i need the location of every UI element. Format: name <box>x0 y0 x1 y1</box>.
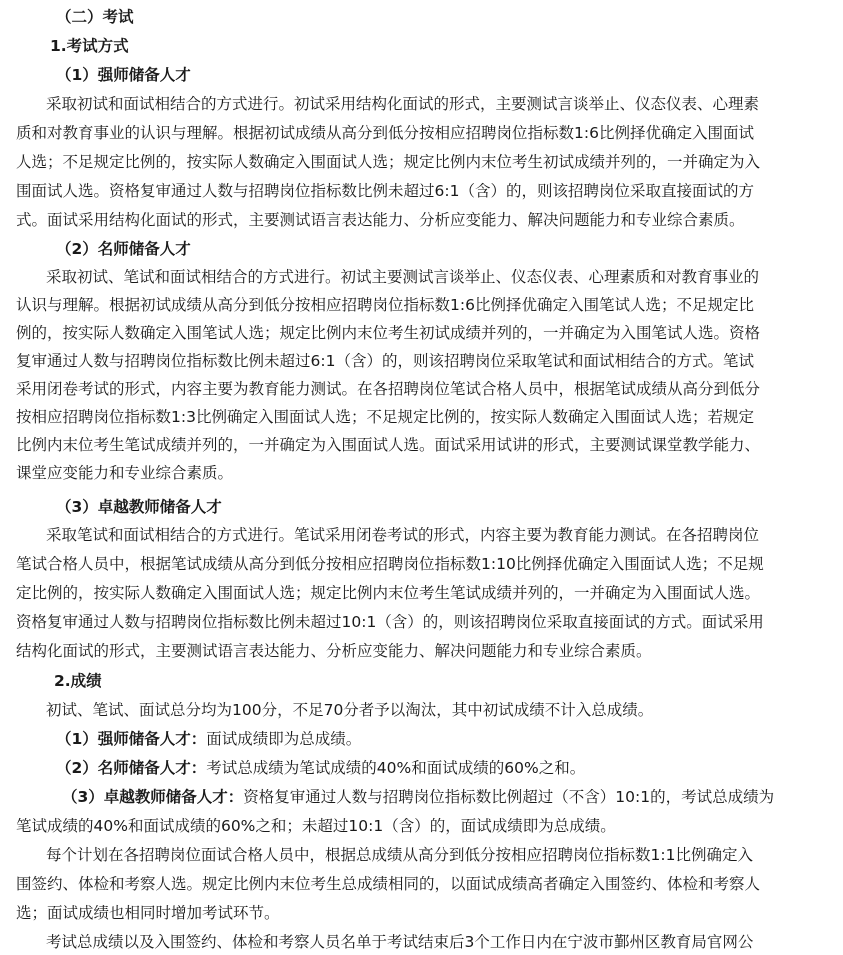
paragraph-line: 课堂应变能力和专业综合素质。 <box>16 464 234 482</box>
paragraph-line: 例的，按实际人数确定入围笔试人选；规定比例内末位考生初试成绩并列的，一并确定为入围笔试人选。资格 <box>16 324 761 342</box>
score-item <box>56 726 835 752</box>
part-heading: （1）强师储备人才 <box>56 66 191 84</box>
paragraph-line: 比例内末位考生笔试成绩并列的，一并确定为入围面试人选。面试采用试讲的形式，主要测试课堂教学能力、 <box>16 436 761 454</box>
paragraph-line: 人选；不足规定比例的，按实际人数确定入围面试人选；规定比例内末位考生初试成绩并列的，一并确定为入 <box>16 153 761 171</box>
section-heading: （二）考试 <box>56 8 134 26</box>
paragraph-line: 质和对教育事业的认识与理解。根据初试成绩从高分到低分按相应招聘岗位指标数1:6比例择优确定入围面试 <box>16 124 754 142</box>
score-item <box>62 784 835 810</box>
paragraph-line: 采取笔试和面试相结合的方式进行。笔试采用闭卷考试的形式，内容主要为教育能力测试。在各招聘岗位 <box>46 526 760 544</box>
paragraph-line: 按相应招聘岗位指标数1:3比例确定入围面试人选；不足规定比例的，按实际人数确定入围面试人选；若规定 <box>16 408 754 426</box>
paragraph-line: 笔试合格人员中，根据笔试成绩从高分到低分按相应招聘岗位指标数1:10比例择优确定入围面试人选；不足规 <box>16 555 764 573</box>
scores-intro: 初试、笔试、面试总分均为100分，不足70分者予以淘汰，其中初试成绩不计入总成绩。 <box>46 701 654 719</box>
paragraph-line: 每个计划在各招聘岗位面试合格人员中，根据总成绩从高分到低分按相应招聘岗位指标数1:1比例确定入 <box>46 846 753 864</box>
paragraph-line: 式。面试采用结构化面试的形式，主要测试语言表达能力、分析应变能力、解决问题能力和专业综合素质。 <box>16 211 745 229</box>
paragraph-line: 认识与理解。根据初试成绩从高分到低分按相应招聘岗位指标数1:6比例择优确定入围笔试人选；不足规定比 <box>16 296 754 314</box>
score-item-text: 面试成绩即为总成绩。 <box>206 730 362 748</box>
score-item-label: （3）卓越教师储备人才： <box>62 788 244 806</box>
paragraph-line: 笔试成绩的40%和面试成绩的60%之和；未超过10:1（含）的，面试成绩即为总成绩。 <box>16 817 616 835</box>
part-heading: （3）卓越教师储备人才 <box>56 498 222 516</box>
paragraph-line: 结构化面试的形式，主要测试语言表达能力、分析应变能力、解决问题能力和专业综合素质。 <box>16 642 652 660</box>
paragraph-line: 围签约、体检和考察人选。规定比例内末位考生总成绩相同的，以面试成绩高者确定入围签约、体检和考察人 <box>16 875 761 893</box>
paragraph-line: 复审通过人数与招聘岗位指标数比例未超过6:1（含）的，则该招聘岗位采取笔试和面试相结合的方式。笔试 <box>16 352 754 370</box>
paragraph-line: 围面试人选。资格复审通过人数与招聘岗位指标数比例未超过6:1（含）的，则该招聘岗位采取直接面试的方 <box>16 182 754 200</box>
paragraph-line: 资格复审通过人数与招聘岗位指标数比例未超过10:1（含）的，则该招聘岗位采取直接面试的方式。面试采用 <box>16 613 764 631</box>
paragraph-line: 选；面试成绩也相同时增加考试环节。 <box>16 904 280 922</box>
paragraph-line: 采取初试和面试相结合的方式进行。初试采用结构化面试的形式，主要测试言谈举止、仪态仪表、心理素 <box>46 95 760 113</box>
paragraph-line: 采用闭卷考试的形式，内容主要为教育能力测试。在各招聘岗位笔试合格人员中，根据笔试成绩从高分到低分 <box>16 380 761 398</box>
paragraph-line: 定比例的，按实际人数确定入围面试人选；规定比例内末位考生笔试成绩并列的，一并确定为入围面试人选。 <box>16 584 761 602</box>
score-item-label: （2）名师储备人才： <box>56 759 207 777</box>
score-item <box>56 755 835 781</box>
score-item-label: （1）强师储备人才： <box>56 730 207 748</box>
part-heading: （2）名师储备人才 <box>56 240 191 258</box>
score-item-text: 考试总成绩为笔试成绩的40%和面试成绩的60%之和。 <box>206 759 586 777</box>
scores-heading: 2.成绩 <box>54 672 102 690</box>
paragraph-line: 采取初试、笔试和面试相结合的方式进行。初试主要测试言谈举止、仪态仪表、心理素质和对教育事业的 <box>46 268 760 286</box>
score-item-text: 资格复审通过人数与招聘岗位指标数比例超过（不含）10:1的，考试总成绩为 <box>243 788 775 806</box>
exam-method-heading: 1.考试方式 <box>50 37 129 55</box>
paragraph-line: 考试总成绩以及入围签约、体检和考察人员名单于考试结束后3个工作日内在宁波市鄞州区教育局官网公 <box>46 933 754 951</box>
